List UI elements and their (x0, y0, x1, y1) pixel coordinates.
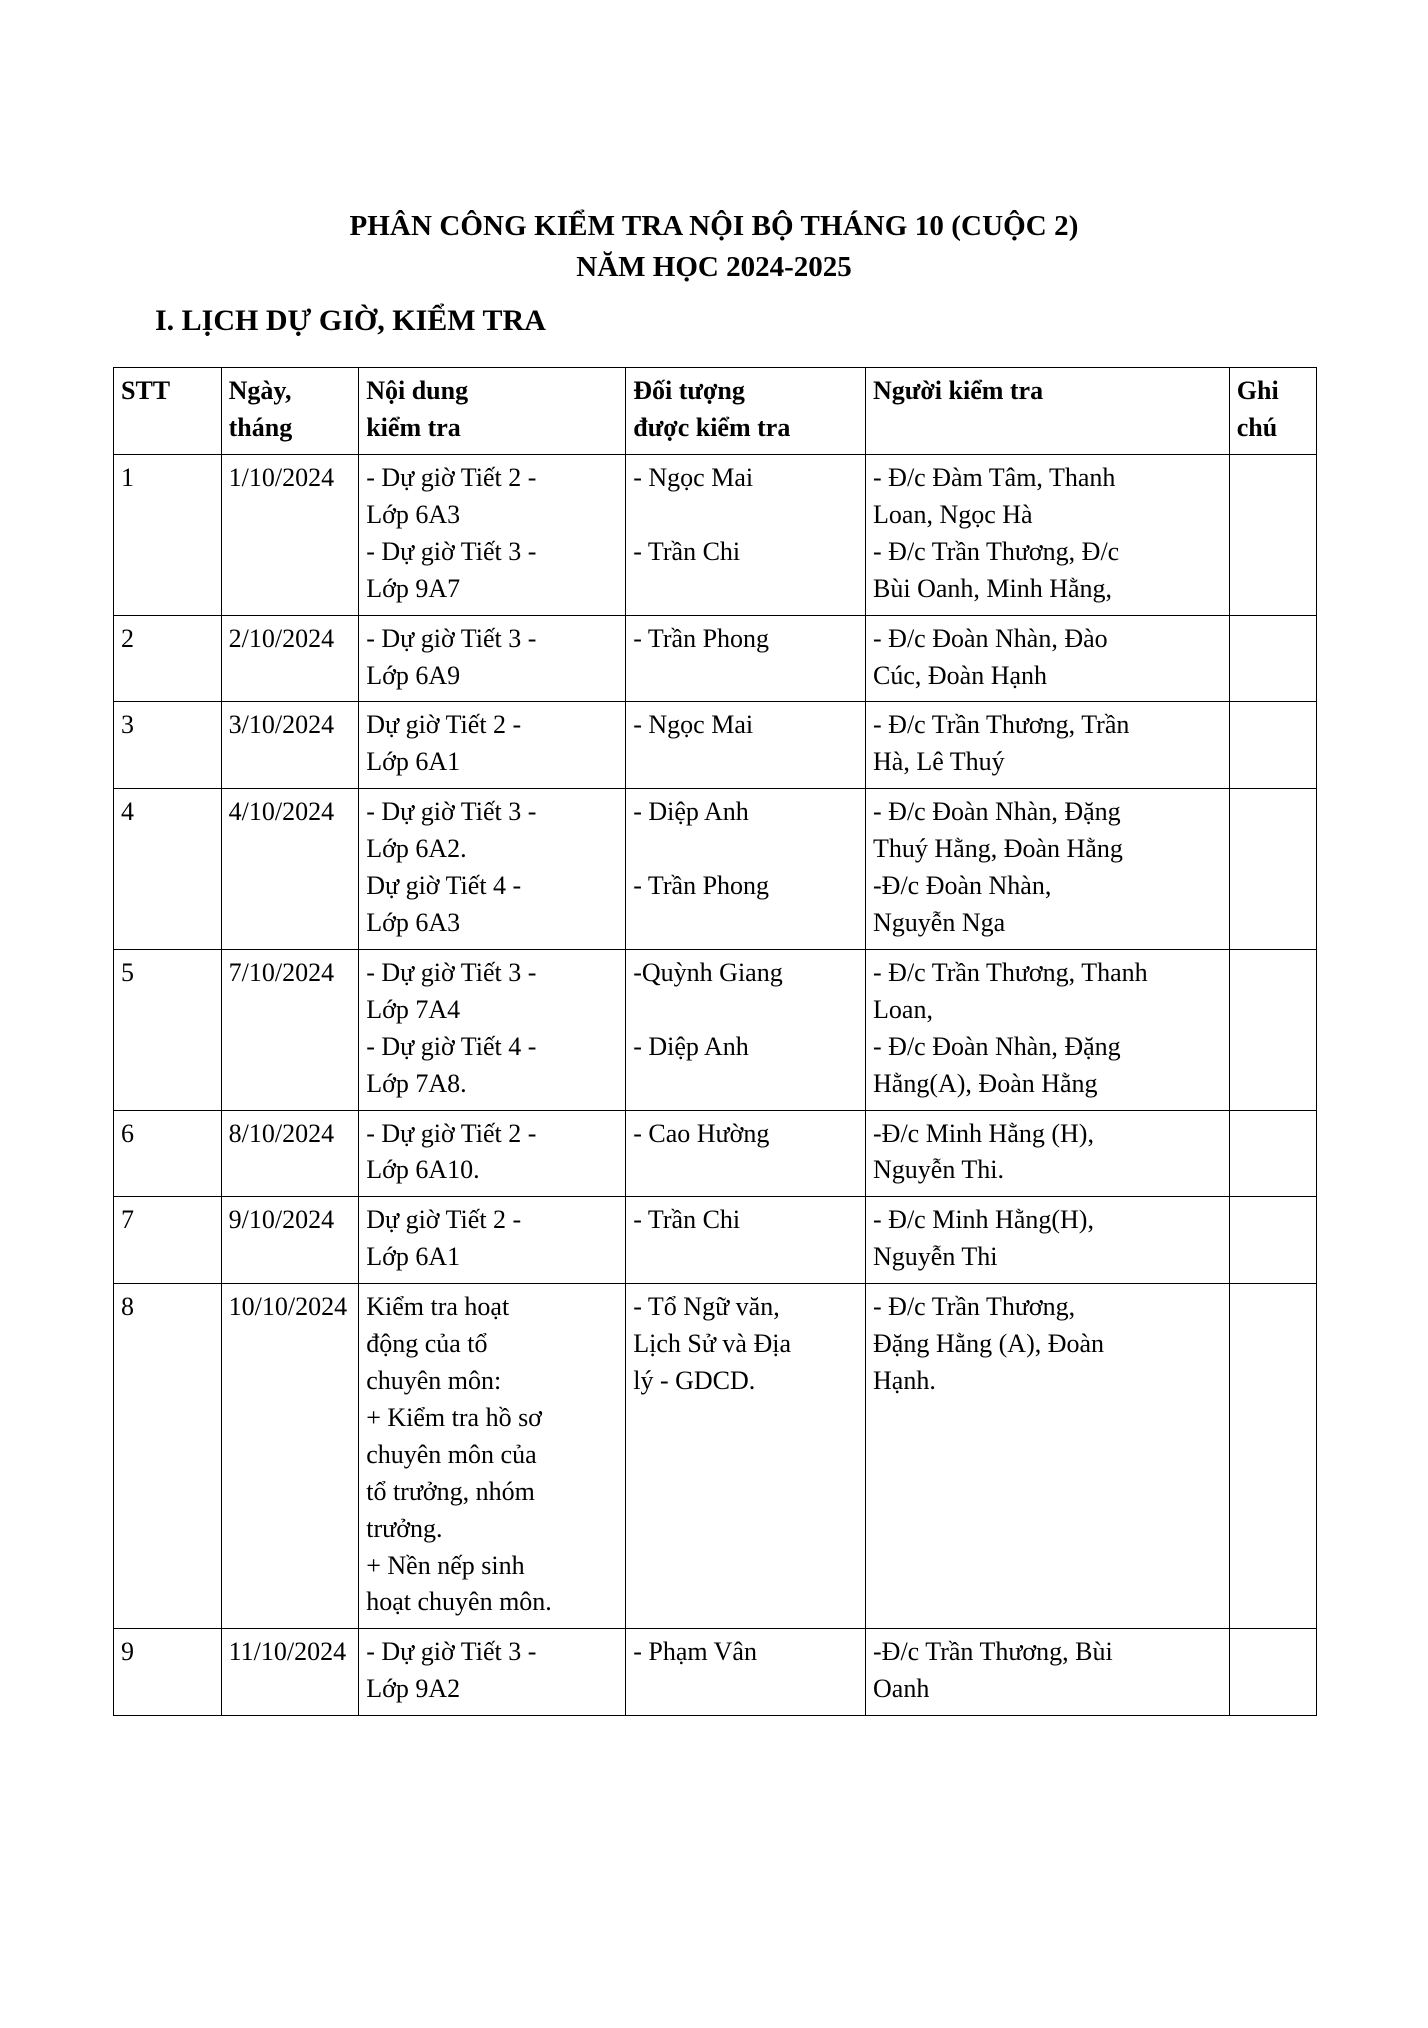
table-row (114, 455, 1317, 616)
column-header-content (359, 368, 626, 455)
cell-stt (114, 615, 222, 702)
table-row (114, 949, 1317, 1110)
cell-date (221, 1197, 359, 1284)
cell-inspector-line: -Đ/c Đoàn Nhàn, (873, 871, 1052, 901)
cell-date-value: 8/10/2024 (228, 1118, 335, 1148)
cell-content-line: Lớp 6A9 (366, 660, 461, 690)
cell-stt-value: 8 (121, 1292, 134, 1322)
cell-inspector-line: Nguyễn Thi. (873, 1155, 1004, 1185)
table-body (114, 455, 1317, 1716)
section-heading: I. LỊCH DỰ GIỜ, KIỂM TRA (155, 304, 546, 338)
cell-inspector (866, 949, 1230, 1110)
cell-subject-line: Lịch Sử và Địa (633, 1329, 792, 1359)
cell-inspector-line: -Đ/c Minh Hằng (H), (873, 1118, 1094, 1148)
cell-date-value: 7/10/2024 (228, 957, 335, 987)
cell-inspector (866, 702, 1230, 789)
inspection-schedule-table (113, 367, 1317, 1716)
cell-date (221, 1110, 359, 1197)
cell-inspector-line: - Đ/c Trần Thương, Đ/c (873, 536, 1120, 566)
cell-date (221, 1284, 359, 1629)
cell-note (1229, 1284, 1316, 1629)
cell-content-line: chuyên môn của (366, 1439, 537, 1469)
cell-subject-line: - Trần Phong (633, 623, 770, 653)
column-header-stt (114, 368, 222, 455)
cell-inspector (866, 1284, 1230, 1629)
cell-stt (114, 1110, 222, 1197)
cell-content-line: - Dự giờ Tiết 2 - (366, 463, 537, 493)
cell-subject (626, 615, 866, 702)
column-header-note-line1: Ghi (1236, 376, 1279, 406)
cell-date-value: 1/10/2024 (228, 463, 335, 493)
cell-stt (114, 455, 222, 616)
cell-date-value: 10/10/2024 (228, 1292, 348, 1322)
cell-content-line: - Dự giờ Tiết 4 - (366, 1031, 537, 1061)
cell-content-line: + Kiểm tra hồ sơ (366, 1402, 542, 1432)
table-header-row (114, 368, 1317, 455)
cell-stt (114, 702, 222, 789)
cell-inspector-line: Bùi Oanh, Minh Hằng, (873, 573, 1113, 603)
cell-date-value: 11/10/2024 (228, 1637, 347, 1667)
table-row (114, 1197, 1317, 1284)
cell-content-line: Lớp 6A1 (366, 747, 461, 777)
cell-content (359, 789, 626, 950)
cell-content-line: Kiểm tra hoạt (366, 1292, 510, 1322)
cell-inspector (866, 1629, 1230, 1716)
cell-date (221, 455, 359, 616)
cell-date (221, 789, 359, 950)
column-header-content-line2: kiểm tra (366, 413, 461, 443)
cell-inspector-line: Thuý Hằng, Đoàn Hằng (873, 834, 1123, 864)
cell-content-line: động của tổ (366, 1329, 488, 1359)
cell-stt (114, 789, 222, 950)
cell-note (1229, 1110, 1316, 1197)
cell-date-value: 2/10/2024 (228, 623, 335, 653)
cell-content (359, 1284, 626, 1629)
cell-content-line: trưởng. (366, 1513, 443, 1543)
cell-subject (626, 1110, 866, 1197)
cell-inspector (866, 455, 1230, 616)
cell-subject-line: -Quỳnh Giang (633, 957, 783, 987)
cell-date (221, 702, 359, 789)
cell-stt (114, 1629, 222, 1716)
column-header-inspector (866, 368, 1230, 455)
cell-content-line: Dự giờ Tiết 2 - (366, 1205, 522, 1235)
column-header-date (221, 368, 359, 455)
cell-date (221, 615, 359, 702)
cell-subject (626, 789, 866, 950)
cell-stt-value: 9 (121, 1637, 134, 1667)
column-header-stt-label: STT (121, 376, 171, 406)
cell-content-line: Dự giờ Tiết 4 - (366, 871, 522, 901)
cell-subject-line: - Trần Phong (633, 871, 770, 901)
cell-content-line: tổ trưởng, nhóm (366, 1476, 535, 1506)
cell-date (221, 949, 359, 1110)
table-row (114, 789, 1317, 950)
cell-inspector-line: Hạnh. (873, 1365, 936, 1395)
cell-subject-line: - Tổ Ngữ văn, (633, 1292, 780, 1322)
cell-inspector-line: - Đ/c Đoàn Nhàn, Đào (873, 623, 1108, 653)
cell-content-line: Lớp 6A3 (366, 908, 461, 937)
cell-subject (626, 1284, 866, 1629)
document-subtitle: NĂM HỌC 2024-2025 (576, 251, 852, 284)
cell-inspector-line: - Đ/c Trần Thương, (873, 1292, 1076, 1322)
cell-date-value: 3/10/2024 (228, 710, 335, 740)
cell-content (359, 1110, 626, 1197)
cell-inspector-line: - Đ/c Đàm Tâm, Thanh (873, 463, 1116, 493)
cell-note (1229, 702, 1316, 789)
cell-inspector-line: - Đ/c Minh Hằng(H), (873, 1205, 1094, 1235)
cell-content (359, 615, 626, 702)
cell-inspector-line: Đặng Hằng (A), Đoàn (873, 1329, 1105, 1359)
cell-subject-line: - Diệp Anh (633, 1031, 749, 1061)
cell-content-line: Lớp 9A7 (366, 573, 461, 603)
cell-note (1229, 789, 1316, 950)
cell-stt-value: 3 (121, 710, 134, 740)
cell-stt-value: 1 (121, 463, 134, 493)
cell-content-line: hoạt chuyên môn. (366, 1587, 552, 1617)
cell-stt-value: 6 (121, 1118, 134, 1148)
cell-inspector (866, 615, 1230, 702)
cell-note (1229, 615, 1316, 702)
cell-content (359, 949, 626, 1110)
table-row (114, 615, 1317, 702)
cell-subject-line: - Diệp Anh (633, 797, 749, 827)
cell-date-value: 4/10/2024 (228, 797, 335, 827)
cell-content-line: - Dự giờ Tiết 3 - (366, 623, 537, 653)
cell-inspector-line: - Đ/c Trần Thương, Trần (873, 710, 1130, 740)
cell-inspector-line: - Đ/c Đoàn Nhàn, Đặng (873, 1031, 1121, 1061)
cell-inspector (866, 789, 1230, 950)
cell-stt (114, 1197, 222, 1284)
cell-stt-value: 5 (121, 957, 134, 987)
cell-content (359, 455, 626, 616)
cell-content-line: chuyên môn: (366, 1365, 502, 1395)
cell-subject-line: - Phạm Vân (633, 1637, 757, 1667)
column-header-content-line1: Nội dung (366, 376, 469, 406)
column-header-subject-line2: được kiểm tra (633, 413, 791, 443)
column-header-subject-line1: Đối tượng (633, 376, 745, 406)
cell-stt (114, 1284, 222, 1629)
cell-inspector (866, 1110, 1230, 1197)
cell-inspector-line: Oanh (873, 1674, 930, 1704)
cell-inspector-line: Loan, (873, 994, 933, 1024)
cell-date (221, 1629, 359, 1716)
cell-content (359, 1197, 626, 1284)
cell-content (359, 702, 626, 789)
cell-inspector-line: Hằng(A), Đoàn Hằng (873, 1068, 1098, 1098)
cell-content (359, 1629, 626, 1716)
cell-content-line: - Dự giờ Tiết 2 - (366, 1118, 537, 1148)
cell-subject (626, 702, 866, 789)
cell-subject-line: - Trần Chi (633, 1205, 741, 1235)
cell-inspector-line: -Đ/c Trần Thương, Bùi (873, 1637, 1113, 1667)
cell-content-line: Lớp 7A4 (366, 994, 461, 1024)
cell-content-line: Lớp 7A8. (366, 1068, 467, 1098)
cell-note (1229, 455, 1316, 616)
cell-note (1229, 949, 1316, 1110)
column-header-inspector-label: Người kiểm tra (873, 376, 1044, 406)
cell-subject-line: - Ngọc Mai (633, 710, 754, 740)
cell-content-line: - Dự giờ Tiết 3 - (366, 1637, 537, 1667)
cell-content-line: - Dự giờ Tiết 3 - (366, 536, 537, 566)
table-row (114, 702, 1317, 789)
cell-stt-value: 2 (121, 623, 134, 653)
cell-subject (626, 949, 866, 1110)
cell-stt (114, 949, 222, 1110)
column-header-note-line2: chú (1236, 413, 1278, 443)
cell-inspector-line: Loan, Ngọc Hà (873, 499, 1033, 529)
cell-content-line: - Dự giờ Tiết 3 - (366, 797, 537, 827)
cell-subject (626, 1197, 866, 1284)
document-title: PHÂN CÔNG KIỂM TRA NỘI BỘ THÁNG 10 (CUỘC 2) (349, 210, 1079, 242)
cell-stt-value: 4 (121, 797, 134, 827)
table-row (114, 1284, 1317, 1629)
cell-content-line: - Dự giờ Tiết 3 - (366, 957, 537, 987)
cell-subject-line (633, 992, 858, 1029)
cell-inspector-line: - Đ/c Trần Thương, Thanh (873, 957, 1148, 987)
cell-content-line: + Nền nếp sinh (366, 1550, 525, 1580)
cell-inspector-line: Nguyễn Nga (873, 908, 1006, 937)
cell-content-line: Lớp 9A2 (366, 1674, 461, 1704)
cell-inspector-line: Cúc, Đoàn Hạnh (873, 660, 1048, 690)
column-header-note (1229, 368, 1316, 455)
cell-inspector-line: Hà, Lê Thuý (873, 747, 1005, 777)
cell-stt-value: 7 (121, 1205, 134, 1235)
table-row (114, 1629, 1317, 1716)
cell-subject (626, 455, 866, 616)
cell-subject-line (633, 497, 858, 534)
cell-date-value: 9/10/2024 (228, 1205, 335, 1235)
cell-subject-line (633, 831, 858, 868)
cell-inspector-line: Nguyễn Thi (873, 1242, 998, 1272)
cell-content-line: Lớp 6A10. (366, 1155, 480, 1185)
cell-subject-line: - Cao Hường (633, 1118, 770, 1148)
cell-content-line: Lớp 6A2. (366, 834, 467, 864)
column-header-date-line2: tháng (228, 413, 293, 443)
column-header-subject (626, 368, 866, 455)
cell-inspector (866, 1197, 1230, 1284)
cell-content-line: Dự giờ Tiết 2 - (366, 710, 522, 740)
cell-subject-line: lý - GDCD. (633, 1365, 756, 1395)
cell-note (1229, 1197, 1316, 1284)
cell-inspector-line: - Đ/c Đoàn Nhàn, Đặng (873, 797, 1121, 827)
cell-subject (626, 1629, 866, 1716)
cell-content-line: Lớp 6A1 (366, 1242, 461, 1272)
cell-content-line: Lớp 6A3 (366, 499, 461, 529)
cell-note (1229, 1629, 1316, 1716)
table-row (114, 1110, 1317, 1197)
column-header-date-line1: Ngày, (228, 376, 292, 406)
cell-subject-line: - Trần Chi (633, 536, 741, 566)
cell-subject-line: - Ngọc Mai (633, 463, 754, 493)
